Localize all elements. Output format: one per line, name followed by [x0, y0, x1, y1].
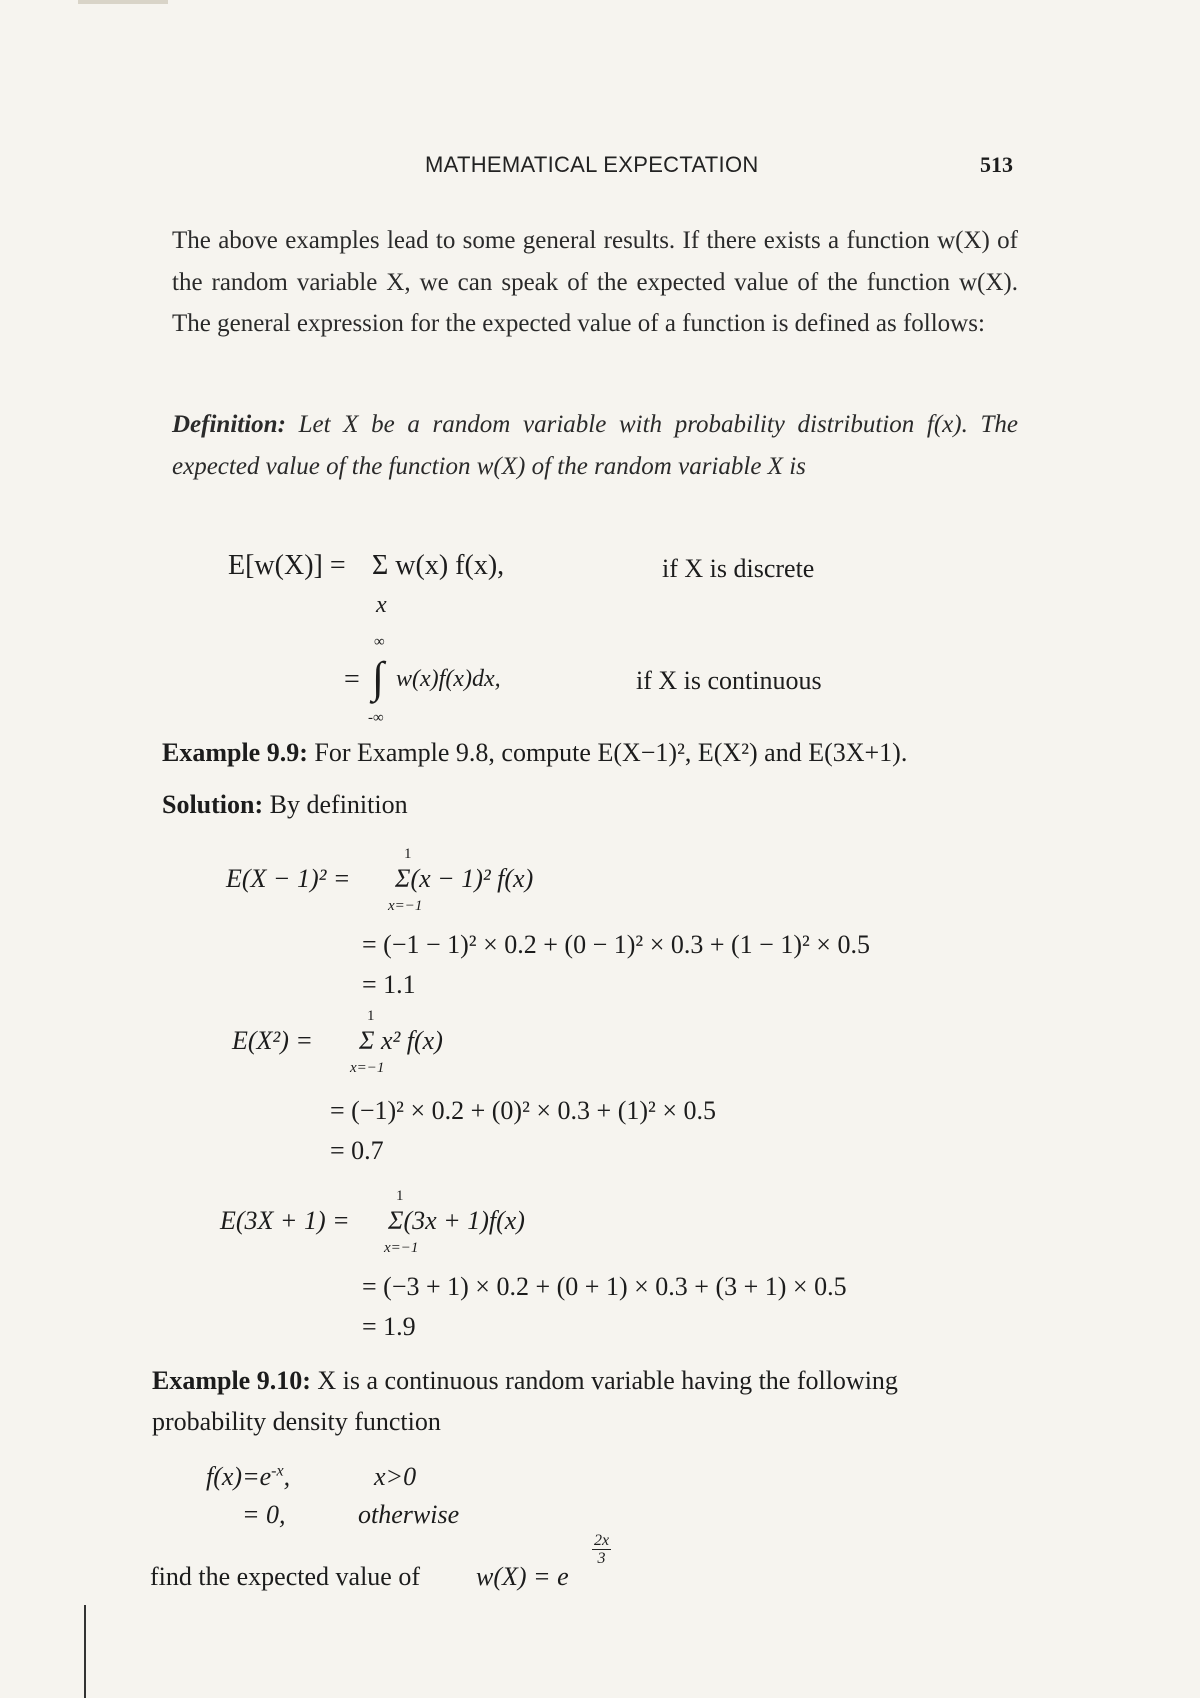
definition-label: Definition:: [172, 411, 286, 438]
eq2-expansion: = (−1)² × 0.2 + (0)² × 0.3 + (1)² × 0.5: [330, 1096, 716, 1125]
formula-discrete-condition: if X is discrete: [662, 554, 815, 583]
eq1-lhs: E(X − 1)² =: [226, 864, 351, 893]
example-9-10-label: Example 9.10:: [152, 1366, 311, 1395]
solution-label: Solution:: [162, 790, 264, 819]
solution-heading: [162, 790, 408, 820]
formula-continuous-equals: =: [344, 664, 360, 695]
example-9-10-paragraph: [152, 1360, 1012, 1442]
integral-lower-limit: -∞: [368, 710, 384, 726]
eq1-result: = 1.1: [362, 970, 416, 999]
eq1-sum-lower: x=−1: [388, 898, 423, 914]
pdf-line1-comma: ,: [283, 1462, 291, 1491]
pdf-line2-condition: otherwise: [358, 1500, 460, 1529]
intro-paragraph: The above examples lead to some general results. If there exists a function w(X) of the random variable X, we can speak of the expected value of the function w(X). The general expression for the expected value of a function is defined as follows:: [172, 227, 1018, 337]
page-corner-mark: [78, 0, 168, 4]
eq3-sum: Σ(3x + 1)f(x): [388, 1206, 525, 1235]
eq2-sum-lower: x=−1: [350, 1060, 385, 1076]
page-edge-line: [84, 1605, 86, 1698]
example-9-9-label: Example 9.9:: [162, 738, 308, 767]
integral-upper-limit: ∞: [374, 634, 385, 650]
formula-discrete-lhs: E[w(X)] =: [228, 550, 346, 581]
formula-continuous-condition: if X is continuous: [636, 666, 822, 695]
eq3-lhs: E(3X + 1) =: [220, 1206, 350, 1235]
eq2-lhs: E(X²) =: [232, 1026, 313, 1055]
w-expression: w(X) = e: [476, 1562, 569, 1591]
eq2-sum: Σ x² f(x): [359, 1026, 443, 1055]
solution-text: By definition: [269, 790, 408, 819]
page-number: 513: [980, 152, 1013, 177]
exponent-fraction: [592, 1532, 611, 1567]
eq2-sum-upper: 1: [367, 1008, 375, 1024]
formula-continuous-integrand: w(x)f(x)dx,: [396, 666, 501, 692]
eq2-result: = 0.7: [330, 1136, 384, 1165]
eq3-result: = 1.9: [362, 1312, 416, 1341]
exponent-denominator: 3: [597, 1550, 606, 1567]
example-9-9-heading: [162, 738, 907, 768]
pdf-line1-exponent: -x: [271, 1462, 284, 1480]
definition-text: Let X be a random variable with probability distribution f(x). The expected value of the function w(X) of the random variable X is: [172, 411, 1018, 480]
find-text: find the expected value of: [150, 1562, 420, 1591]
exponent-numerator: 2x: [594, 1532, 610, 1549]
eq3-sum-lower: x=−1: [384, 1240, 419, 1256]
running-header: MATHEMATICAL EXPECTATION: [425, 152, 759, 177]
eq3-sum-upper: 1: [396, 1188, 404, 1204]
definition-block: [172, 404, 1018, 487]
pdf-line1: [206, 1462, 290, 1492]
pdf-line1-lhs: f(x)=e: [206, 1462, 272, 1491]
eq1-sum: Σ(x − 1)² f(x): [395, 864, 534, 893]
integral-sign-icon: ∫: [372, 653, 385, 702]
eq1-sum-upper: 1: [404, 846, 412, 862]
pdf-line1-condition: x>0: [374, 1462, 417, 1491]
example-9-10-text: X is a continuous random variable having the following probability density function: [152, 1366, 898, 1436]
eq3-expansion: = (−3 + 1) × 0.2 + (0 + 1) × 0.3 + (3 + 1) × 0.5: [362, 1272, 847, 1301]
eq1-expansion: = (−1 − 1)² × 0.2 + (0 − 1)² × 0.3 + (1 − 1)² × 0.5: [362, 930, 870, 959]
formula-discrete-rhs: Σ w(x) f(x),: [372, 550, 505, 581]
example-9-9-text: For Example 9.8, compute E(X−1)², E(X²) and E(3X+1).: [314, 738, 908, 767]
formula-discrete-subscript: x: [376, 592, 387, 618]
pdf-line2-lhs: = 0,: [242, 1500, 286, 1529]
